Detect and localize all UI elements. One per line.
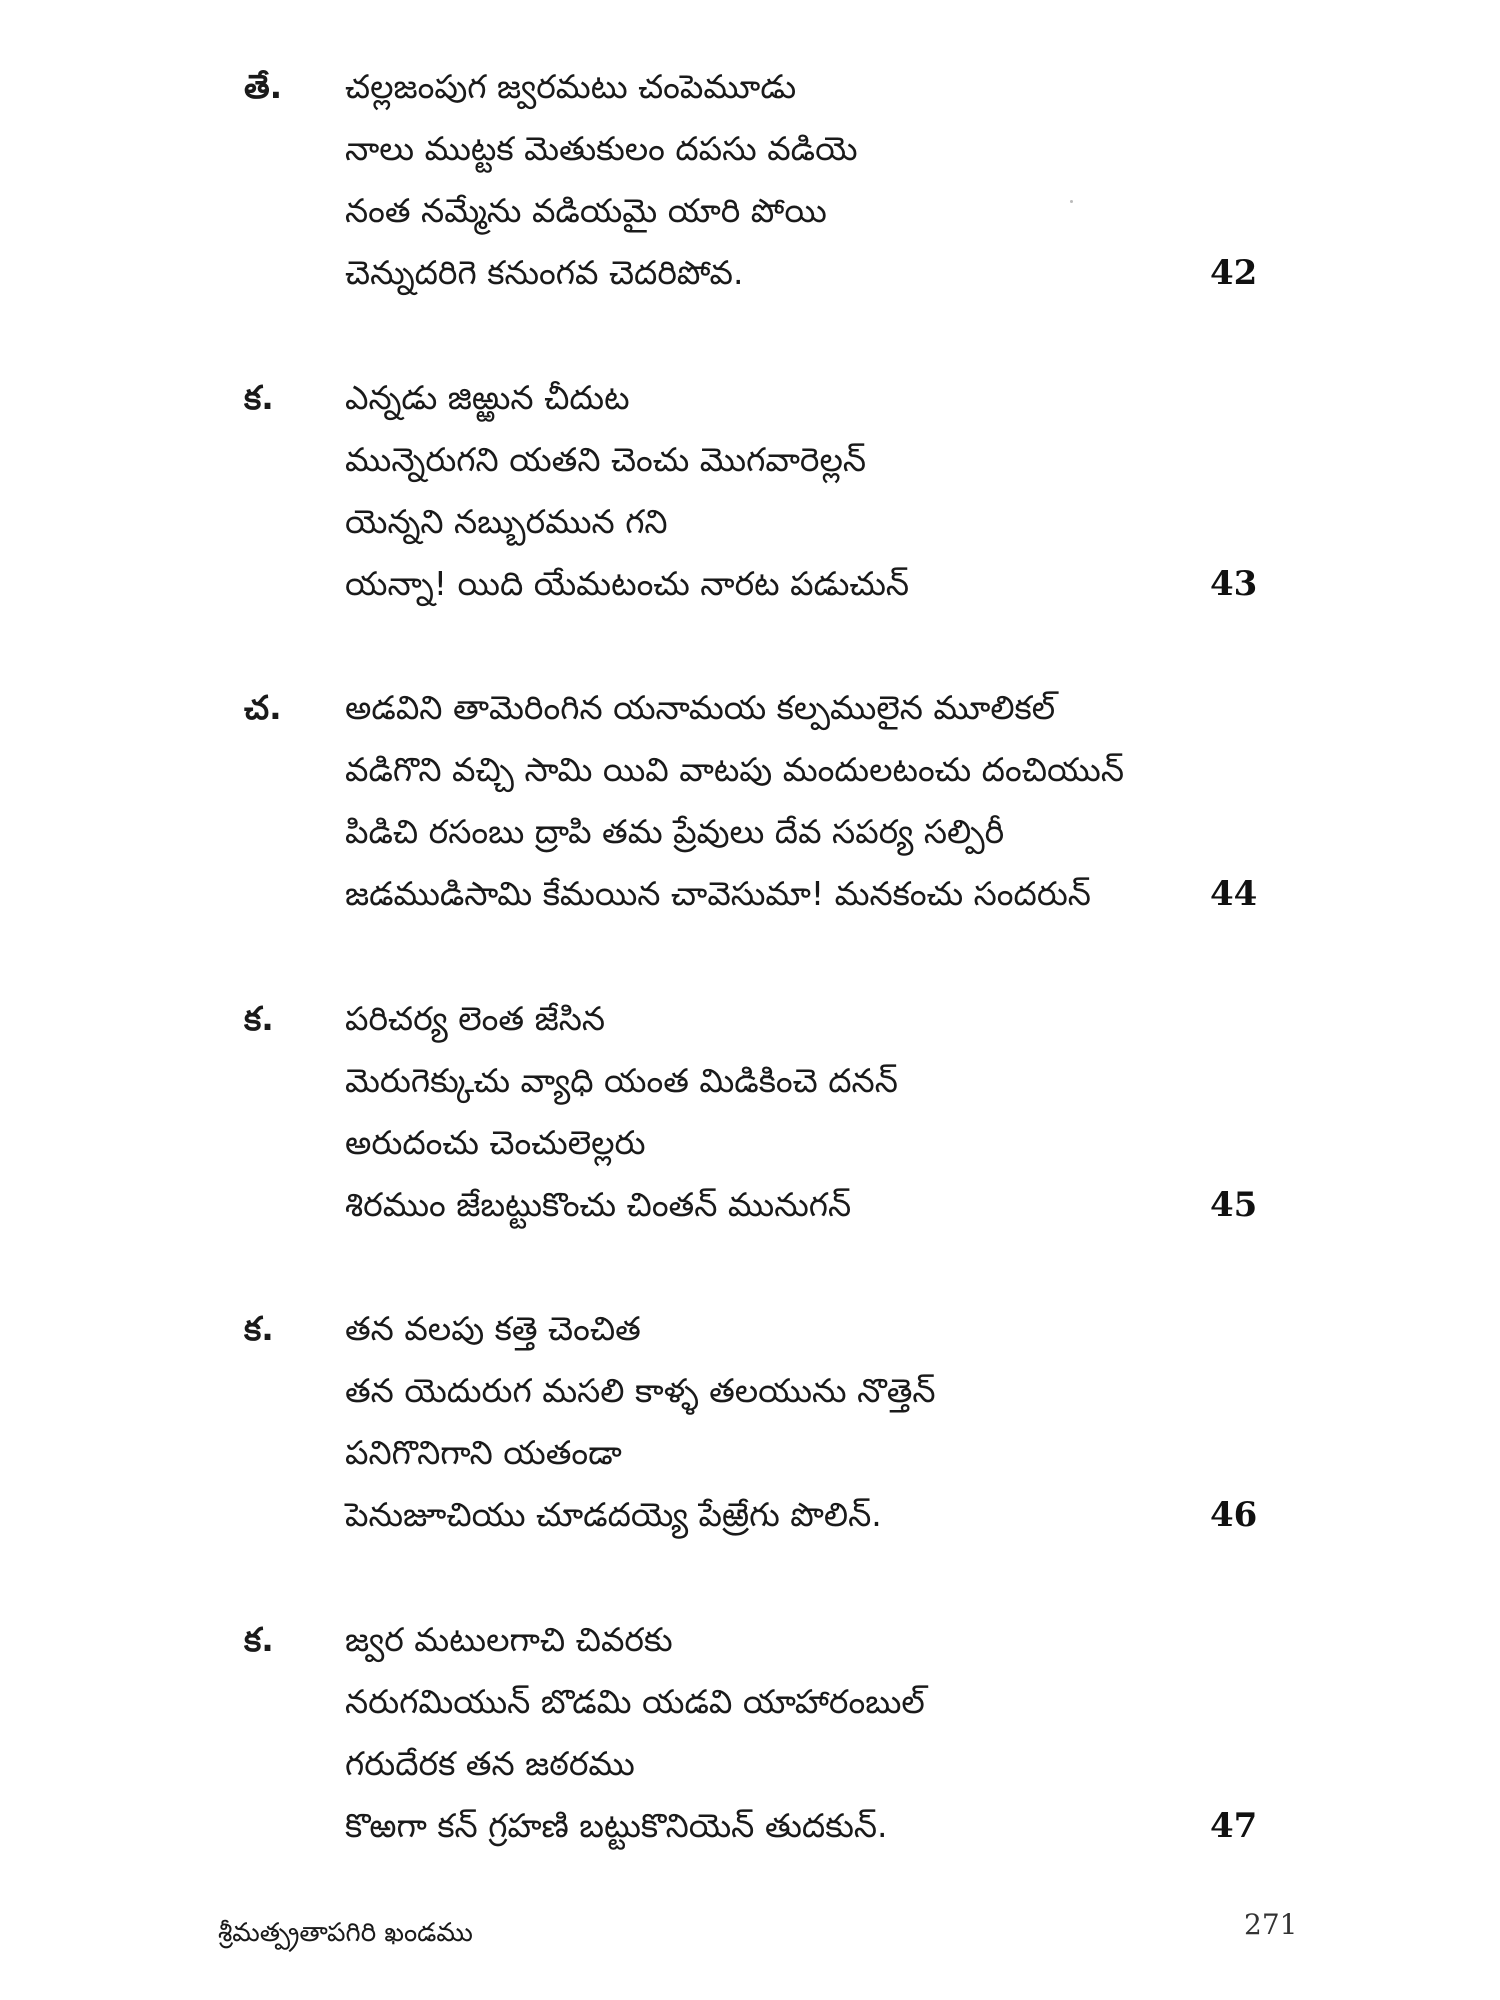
verse-line: యన్నా! యిది యేమటంచు నారట పడుచున్ xyxy=(345,564,910,603)
stanza-42 xyxy=(0,62,1500,322)
stanza-43 xyxy=(0,373,1500,633)
verse-line: అరుదంచు చెంచులెల్లరు xyxy=(345,1123,646,1162)
verse-line: పెనుజూచియు చూడదయ్యె పేఱ్రేగు పొలిన్. xyxy=(345,1495,882,1534)
stanza-46 xyxy=(0,1304,1500,1564)
verse-line: పరిచర్య లెంత జేసిన xyxy=(345,999,606,1038)
verse-line: జడముడిసామి కేమయిన చావెసుమా! మనకంచు సందరున్ xyxy=(345,874,1091,913)
verse-line: శిరముం జేబట్టుకొంచు చింతన్ మునుగన్ xyxy=(345,1185,852,1224)
verse-number: 43 xyxy=(1210,564,1258,604)
verse-line: కొఱగా కన్ గ్రహణి బట్టుకొనియెన్ తుదకున్. xyxy=(345,1806,888,1845)
verse-line: జ్వర మటులగాచి చివరకు xyxy=(345,1620,673,1659)
meter-label: క. xyxy=(244,1309,274,1348)
verse-line: మున్నెరుగని యతని చెంచు మొగవారెల్లన్ xyxy=(345,440,867,479)
verse-line: వడిగొని వచ్చి సామి యివి వాటపు మందులటంచు దంచియున్ xyxy=(345,750,1125,789)
verse-line: తన యెదురుగ మసలి కాళ్ళ తలయును నొత్తెన్ xyxy=(345,1371,936,1410)
verse-line: తన వలపు కత్తె చెంచిత xyxy=(345,1309,641,1348)
verse-number: 44 xyxy=(1210,874,1258,914)
verse-line: నరుగమియున్ బొడమి యడవి యాహారంబుల్ xyxy=(345,1682,925,1721)
footer-book-title: శ్రీమత్ప్రతాపగిరి ఖండము xyxy=(218,1918,473,1948)
meter-label: తే. xyxy=(244,67,283,106)
stanza-45 xyxy=(0,994,1500,1254)
verse-line: ఎన్నడు జిఱ్ఱున చీదుట xyxy=(345,378,630,417)
meter-label: క. xyxy=(244,999,274,1038)
verse-line: అడవిని తామెరింగిన యనామయ కల్పములైన మూలికల్ xyxy=(345,688,1056,727)
verse-number: 45 xyxy=(1210,1185,1258,1225)
verse-line: మెరుగెక్కుచు వ్యాధి యంత మిడికించె దనన్ xyxy=(345,1061,898,1100)
meter-label: క. xyxy=(244,378,274,417)
verse-number: 46 xyxy=(1210,1495,1258,1535)
verse-line: నాలు ముట్టక మెతుకులం దపసు వడియె xyxy=(345,129,858,168)
verse-line: పనిగొనిగాని యతండా xyxy=(345,1433,622,1472)
scan-speck xyxy=(1070,200,1073,203)
stanza-44 xyxy=(0,683,1500,943)
stanza-47 xyxy=(0,1615,1500,1875)
verse-line: గరుదేరక తన జఠరము xyxy=(345,1744,635,1783)
meter-label: చ. xyxy=(244,688,282,727)
verse-number: 42 xyxy=(1210,253,1258,293)
verse-line: చెన్నుదరిగె కనుంగవ చెదరిపోవ. xyxy=(345,253,744,292)
verse-line: యెన్నని నబ్బురమున గని xyxy=(345,502,668,541)
verse-number: 47 xyxy=(1210,1806,1258,1846)
meter-label: క. xyxy=(244,1620,274,1659)
verse-line: చల్లజంపుగ జ్వరమటు చంపెమూడు xyxy=(345,67,797,106)
page-number: 271 xyxy=(1244,1908,1298,1941)
verse-line: నంత నమ్మేను వడియమై యారి పోయి xyxy=(345,191,827,230)
verse-line: పిడిచి రసంబు ద్రాపి తమ ప్రేవులు దేవ సపర్య సల్పిరీ xyxy=(345,812,1005,851)
